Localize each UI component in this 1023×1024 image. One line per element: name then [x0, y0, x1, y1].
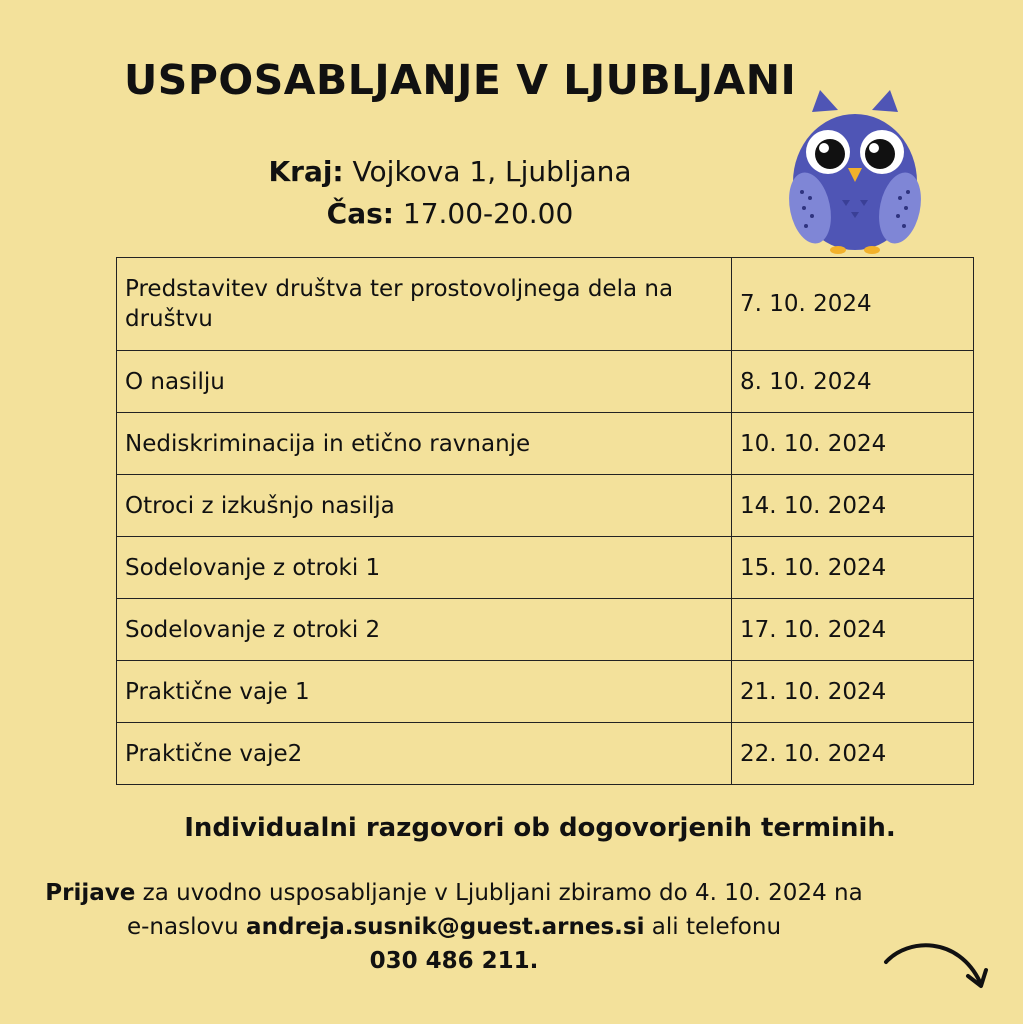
curved-arrow-icon [878, 930, 993, 995]
schedule-row [117, 413, 974, 475]
signup-email[interactable]: andreja.susnik@guest.arnes.si [246, 914, 645, 940]
schedule-date: 10. 10. 2024 [732, 413, 974, 475]
owl-icon [780, 90, 930, 255]
place-value: Vojkova 1, Ljubljana [352, 155, 632, 188]
schedule-date: 7. 10. 2024 [732, 258, 974, 351]
schedule-topic: Sodelovanje z otroki 1 [117, 537, 732, 599]
signup-text [44, 876, 864, 978]
time-value: 17.00-20.00 [402, 197, 574, 230]
schedule-row [117, 537, 974, 599]
schedule-topic: Predstavitev društva ter prostovoljnega dela na društvu [117, 258, 732, 351]
place-line [0, 154, 900, 190]
schedule-date: 22. 10. 2024 [732, 723, 974, 785]
schedule-date: 17. 10. 2024 [732, 599, 974, 661]
signup-text-1: za uvodno usposabljanje v Ljubljani zbiramo do 4. 10. 2024 na e-naslovu [126, 880, 863, 940]
signup-phone[interactable]: 030 486 211. [369, 948, 539, 974]
schedule-row [117, 475, 974, 537]
schedule-date: 21. 10. 2024 [732, 661, 974, 723]
schedule-row [117, 599, 974, 661]
schedule-topic: Nediskriminacija in etično ravnanje [117, 413, 732, 475]
schedule-row [117, 661, 974, 723]
schedule-topic: Praktične vaje 1 [117, 661, 732, 723]
schedule-topic: Sodelovanje z otroki 2 [117, 599, 732, 661]
schedule-date: 15. 10. 2024 [732, 537, 974, 599]
schedule-row [117, 258, 974, 351]
time-line [0, 196, 900, 232]
schedule-row [117, 723, 974, 785]
schedule-date: 8. 10. 2024 [732, 351, 974, 413]
schedule-table [116, 257, 974, 785]
signup-text-2: ali telefonu [644, 914, 782, 940]
signup-lead: Prijave [45, 880, 136, 906]
schedule-topic: Praktične vaje2 [117, 723, 732, 785]
individual-talks-note: Individualni razgovori ob dogovorjenih terminih. [184, 813, 896, 843]
schedule-topic: O nasilju [117, 351, 732, 413]
page-title: USPOSABLJANJE V LJUBLJANI [124, 56, 797, 104]
schedule-row [117, 351, 974, 413]
schedule-topic: Otroci z izkušnjo nasilja [117, 475, 732, 537]
place-label: Kraj: [268, 155, 344, 188]
time-label: Čas: [326, 197, 394, 230]
schedule-date: 14. 10. 2024 [732, 475, 974, 537]
